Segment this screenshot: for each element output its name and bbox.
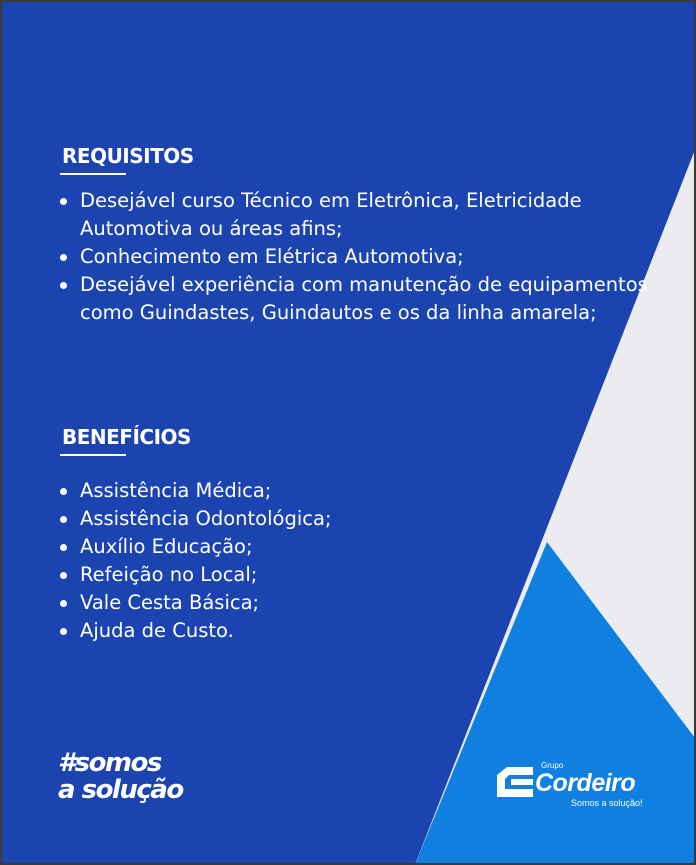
- beneficio-text: Assistência Médica;: [80, 479, 272, 502]
- bullet-icon: [60, 282, 67, 289]
- bullet-icon: [60, 600, 67, 607]
- beneficios-underline: [60, 454, 126, 456]
- bullet-icon: [60, 198, 67, 205]
- bullet-icon: [60, 488, 67, 495]
- bullet-icon: [60, 254, 67, 261]
- bullet-icon: [60, 516, 67, 523]
- list-item: [58, 505, 578, 533]
- beneficio-text: Assistência Odontológica;: [80, 507, 332, 530]
- cordeiro-logo-icon: [495, 765, 535, 799]
- beneficio-text: Refeição no Local;: [80, 563, 258, 586]
- bullet-icon: [60, 544, 67, 551]
- list-item: [58, 589, 578, 617]
- beneficio-text: Vale Cesta Básica;: [80, 591, 260, 614]
- logo-name: Cordeiro: [535, 769, 636, 797]
- bullet-icon: [60, 628, 67, 635]
- list-item: [58, 477, 578, 505]
- requisito-text: Conhecimento em Elétrica Automotiva;: [80, 245, 464, 268]
- bullet-icon: [60, 572, 67, 579]
- hashtag-line-1: #somos: [58, 748, 161, 778]
- hashtag-slogan: [58, 750, 183, 804]
- list-item: [58, 187, 648, 243]
- beneficio-text: Ajuda de Custo.: [80, 619, 234, 642]
- requisitos-title: REQUISITOS: [62, 144, 194, 168]
- list-item: [58, 533, 578, 561]
- requisito-text: Desejável experiência com manutenção de equipamentos como Guindastes, Guindautos e os da linha amarela;: [80, 273, 648, 324]
- list-item: [58, 561, 578, 589]
- list-item: [58, 243, 648, 271]
- beneficio-text: Auxílio Educação;: [80, 535, 253, 558]
- list-item: [58, 271, 648, 327]
- requisitos-underline: [60, 173, 126, 175]
- requisitos-list: [58, 187, 648, 327]
- list-item: [58, 617, 578, 645]
- requisito-text: Desejável curso Técnico em Eletrônica, Eletricidade Automotiva ou áreas afins;: [80, 189, 582, 240]
- logo-group-label: Grupo: [541, 761, 564, 770]
- beneficios-list: [58, 477, 578, 645]
- grupo-cordeiro-logo: [495, 757, 655, 817]
- hashtag-line-2: a solução: [58, 775, 183, 805]
- logo-tagline: Somos a solução!: [571, 798, 643, 808]
- beneficios-title: BENEFÍCIOS: [62, 425, 191, 449]
